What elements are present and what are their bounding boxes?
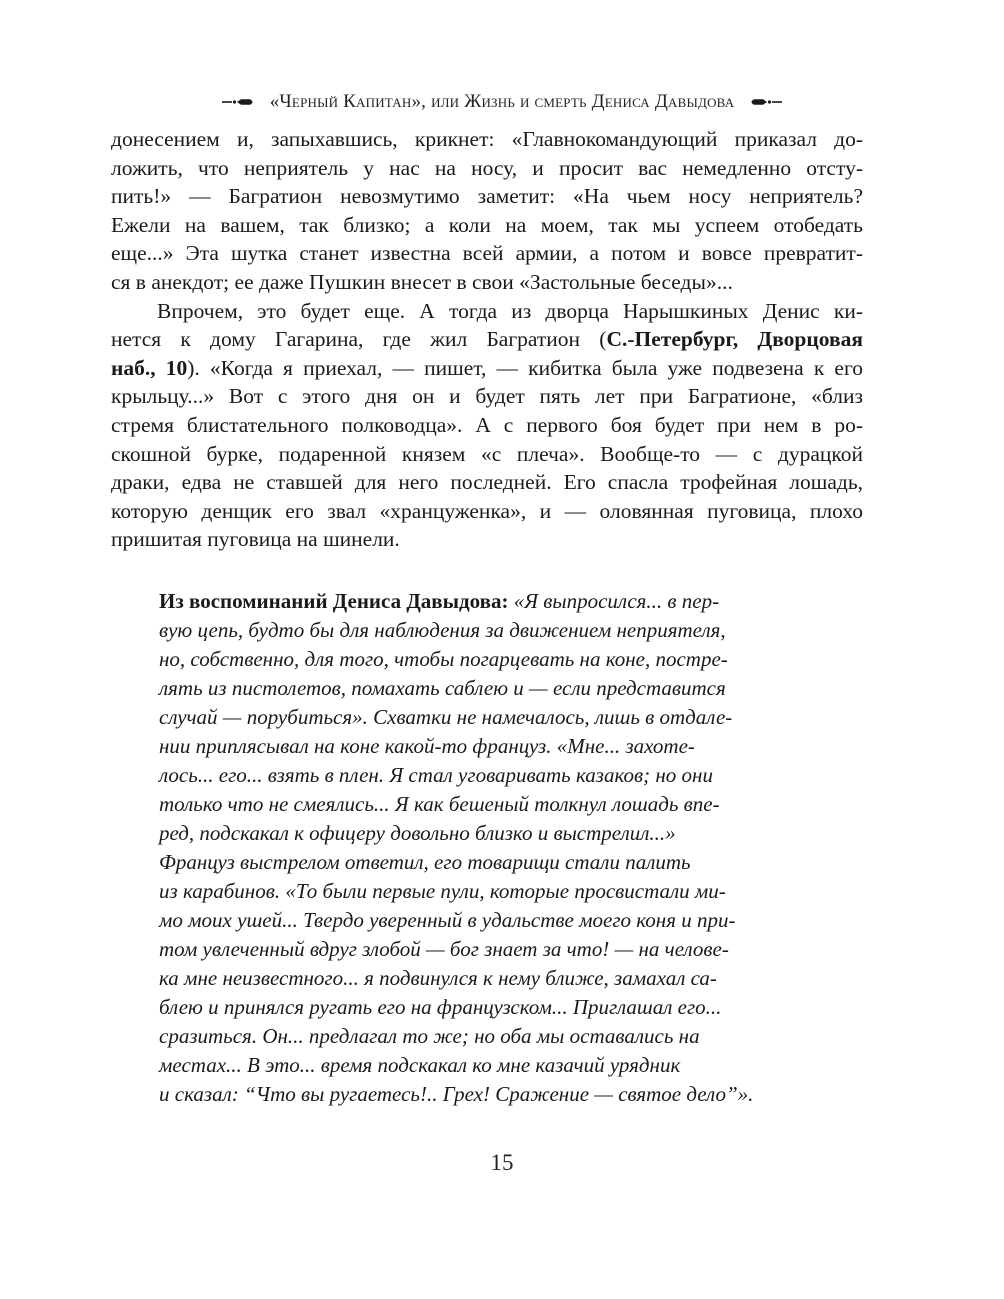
text-line: пить!» — Багратион невозмутимо заметит: «На чьем носу неприятель? <box>111 184 863 209</box>
text-line: скошной бурке, подаренной князем «с плеча». Вообще-то — с дурацкой <box>111 441 863 466</box>
text-line: пришитая пуговица на шинели. <box>111 527 400 552</box>
running-head-title: «Черный Капитан», или Жизнь и смерть Дениса Давыдова <box>269 91 735 112</box>
running-head <box>0 89 1004 115</box>
text-run: нется к дому Гагарина, где жил Багратион ( <box>111 327 607 352</box>
body-text <box>111 125 863 554</box>
quote-line: и сказал: “Что вы ругаетесь!.. Грех! Сражение — святое дело”». <box>159 1082 754 1106</box>
quote-line: ред, подскакал к офицеру довольно близко и выстрелил...» <box>159 821 676 845</box>
text-line: ложить, что неприятель у нас на носу, и просит вас немедленно отсту- <box>111 155 863 180</box>
quote-line: лять из пистолетов, помахать саблею и — если представится <box>159 676 726 700</box>
text-line: донесением и, запыхавшись, крикнет: «Главнокомандующий приказал до- <box>111 127 863 151</box>
dagger-ornament-right-icon <box>748 96 782 108</box>
quote-line: вую цепь, будто бы для наблюдения за движением неприятеля, <box>159 618 726 642</box>
quote-line: только что не смеялись... Я как бешеный толкнул лошадь впе- <box>159 792 720 816</box>
text-line: Ежели на вашем, так близко; а коли на моем, так мы успеем отобедать <box>111 212 863 237</box>
text-line: еще...» Эта шутка станет известна всей армии, а потом и вовсе превратит- <box>111 241 863 266</box>
page-number: 15 <box>490 1150 514 1175</box>
dagger-ornament-left-icon <box>222 96 256 108</box>
text-line <box>111 325 863 354</box>
quote-line <box>159 587 774 616</box>
text-run: ). «Когда я приехал, — пишет, — кибитка была уже подвезена к его <box>187 355 863 380</box>
address-bold: наб., 10 <box>111 355 188 380</box>
quote-lead: Из воспоминаний Дениса Давыдова: <box>159 589 509 613</box>
paragraph <box>111 297 863 554</box>
quote-line: нии приплясывал на коне какой-то француз. «Мне... захоте- <box>159 734 695 758</box>
text-line: стремя блистательного полководца». А с первого боя будет при нем в ро- <box>111 412 863 437</box>
quote-line: но, собственно, для того, чтобы погарцевать на коне, постре- <box>159 647 728 671</box>
text-line <box>111 354 863 383</box>
quote-line: том увлеченный вдруг злобой — бог знает за что! — на челове- <box>159 937 729 961</box>
memoir-quote <box>159 587 774 1109</box>
text-line: драки, едва не ставшей для него последней. Его спасла трофейная лошадь, <box>111 470 863 495</box>
quote-text: «Я выпросился... в пер- <box>508 589 720 613</box>
text-line: крыльцу...» Вот с этого дня он и будет пять лет при Багратионе, «близ <box>111 384 863 409</box>
quote-line: блею и принялся ругать его на французском... Приглашал его... <box>159 995 722 1019</box>
quote-line: ка мне неизвестного... я подвинулся к нему ближе, замахал са- <box>159 966 717 990</box>
address-bold: С.-Петербург, Дворцовая <box>606 327 863 352</box>
text-line: ся в анекдот; ее даже Пушкин внесет в свои «Застольные беседы»... <box>111 269 733 294</box>
quote-line: мо моих ушей... Твердо уверенный в удальстве моего коня и при- <box>159 908 736 932</box>
quote-line: случай — порубиться». Схватки не намечалось, лишь в отдале- <box>159 705 733 729</box>
text-line: Впрочем, это будет еще. А тогда из дворца Нарышкиных Денис ки- <box>157 298 863 323</box>
quote-line: из карабинов. «То были первые пули, которые просвистали ми- <box>159 879 726 903</box>
quote-line: местах... В это... время подскакал ко мне казачий урядник <box>159 1053 681 1077</box>
quote-line: сразиться. Он... предлагал то же; но оба мы оставались на <box>159 1024 700 1048</box>
quote-line: лось... его... взять в плен. Я стал уговаривать казаков; но они <box>159 763 713 787</box>
paragraph <box>111 125 863 297</box>
quote-line: Француз выстрелом ответил, его товарищи стали палить <box>159 850 691 874</box>
text-line: которую денщик его звал «хранцуженка», и — оловянная пуговица, плохо <box>111 498 863 523</box>
